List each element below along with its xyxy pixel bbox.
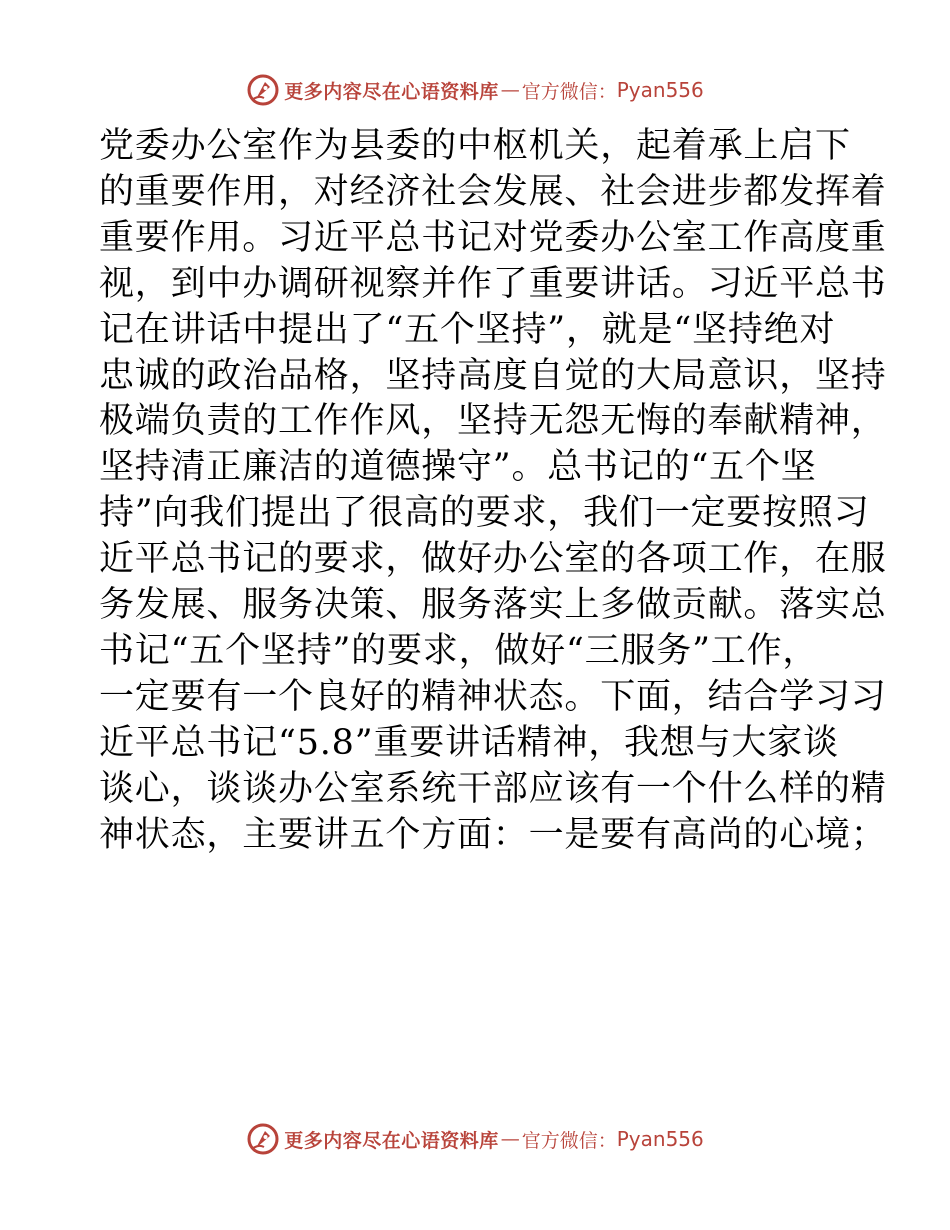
body-line: 近平总书记“5.8”重要讲话精神，我想与大家谈 bbox=[99, 722, 839, 763]
pen-nib-logo-icon bbox=[246, 1122, 280, 1156]
body-line: 视，到中办调研视察并作了重要讲话。习近平总书 bbox=[99, 263, 887, 304]
body-line: 的重要作用，对经济社会发展、社会进步都发挥着 bbox=[99, 171, 887, 212]
body-line: 神状态，主要讲五个方面：一是要有高尚的心境； bbox=[99, 814, 887, 855]
wechat-id: Pyan556 bbox=[616, 78, 704, 102]
body-line: 谈心，谈谈办公室系统干部应该有一个什么样的精 bbox=[99, 768, 887, 809]
body-line: 忠诚的政治品格，坚持高度自觉的大局意识，坚持 bbox=[99, 355, 887, 396]
banner-dash: — bbox=[500, 1128, 520, 1150]
body-line: 一定要有一个良好的精神状态。下面，结合学习习 bbox=[99, 676, 887, 717]
body-line: 党委办公室作为县委的中枢机关，起着承上启下 bbox=[99, 126, 851, 166]
body-line: 务发展、服务决策、服务落实上多做贡献。落实总 bbox=[99, 585, 887, 626]
pen-nib-logo-icon bbox=[246, 73, 280, 107]
body-line: 持”向我们提出了很高的要求，我们一定要按照习 bbox=[99, 493, 870, 534]
body-line: 坚持清正廉洁的道德操守”。总书记的“五个坚 bbox=[99, 447, 817, 488]
wechat-label: 官方微信： bbox=[521, 80, 617, 103]
banner-text: 更多内容尽在心语资料库 bbox=[284, 1129, 499, 1152]
body-line: 重要作用。习近平总书记对党委办公室工作高度重 bbox=[99, 217, 887, 258]
body-line: 记在讲话中提出了“五个坚持”，就是“坚持绝对 bbox=[99, 309, 836, 350]
wechat-label: 官方微信： bbox=[521, 1129, 617, 1152]
wechat-id: Pyan556 bbox=[616, 1127, 704, 1151]
banner-text: 更多内容尽在心语资料库 bbox=[284, 80, 499, 103]
body-line: 近平总书记的要求，做好办公室的各项工作，在服 bbox=[99, 539, 887, 580]
body-line: 书记“五个坚持”的要求，做好“三服务”工作， bbox=[99, 630, 819, 671]
header-banner bbox=[0, 70, 950, 110]
banner-dash: — bbox=[500, 79, 520, 101]
document-body bbox=[99, 124, 887, 859]
body-line: 极端负责的工作作风，坚持无怨无悔的奉献精神， bbox=[99, 401, 887, 442]
footer-banner bbox=[0, 1119, 950, 1159]
